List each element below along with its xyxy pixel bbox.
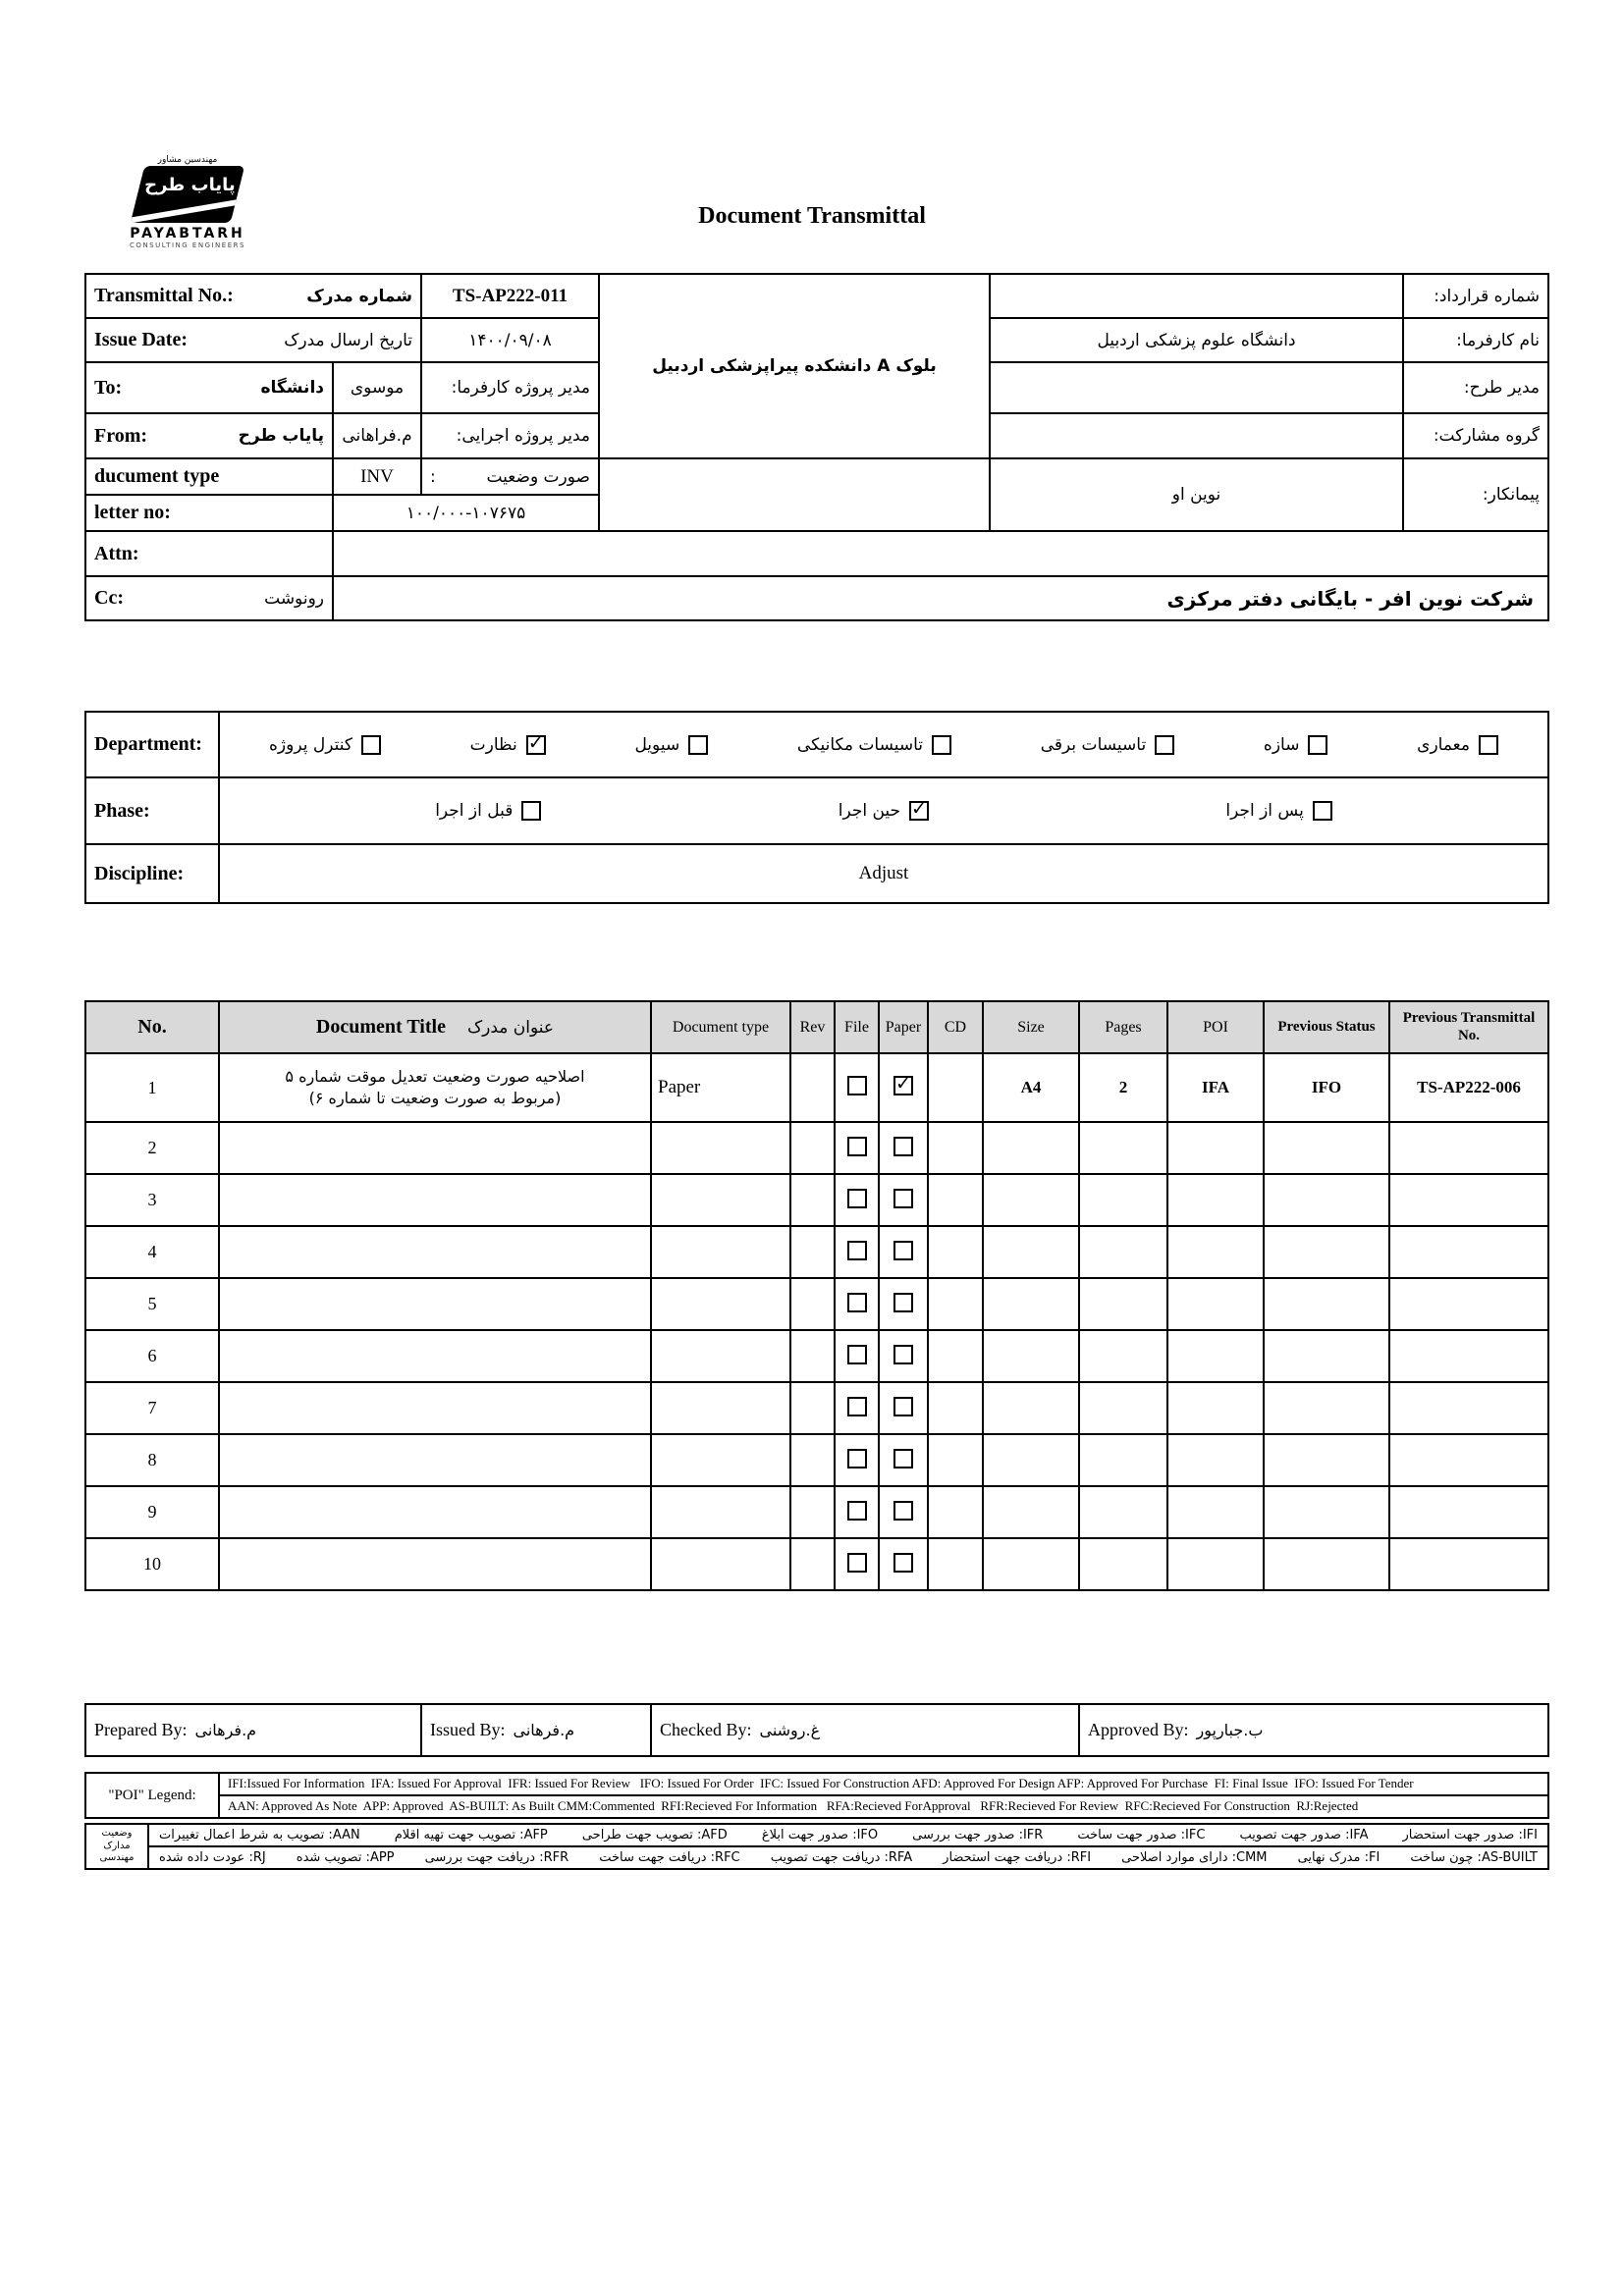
cell-rev (790, 1174, 835, 1226)
page-title: Document Transmittal (698, 203, 926, 229)
cell-size (983, 1226, 1079, 1278)
cell-size (983, 1330, 1079, 1382)
fa-legend-item: RJ: عودت داده شده (159, 1850, 266, 1865)
checked-by-label: Checked By: (660, 1720, 752, 1739)
col-title-en: Document Title (315, 1016, 446, 1038)
cell-pages (1079, 1486, 1167, 1538)
table-row (85, 1382, 1548, 1434)
cell-paper (879, 1538, 928, 1590)
checkbox[interactable] (1479, 735, 1498, 755)
department-option-label: نظارت (469, 734, 517, 755)
cell-title (219, 1434, 651, 1486)
table-row (85, 1226, 1548, 1278)
table-row (85, 1278, 1548, 1330)
checkbox[interactable] (847, 1189, 867, 1208)
header-table (84, 273, 1549, 621)
document-type-fa-cell (421, 458, 599, 495)
col-file: File (835, 1001, 879, 1053)
cell-file (835, 1278, 879, 1330)
cell-paper (879, 1053, 928, 1122)
department-options (228, 735, 1540, 755)
letter-no-value: ۱۰۰/۰۰۰-۱۰۷۶۷۵ (333, 495, 599, 531)
cell-title (219, 1330, 651, 1382)
col-title (219, 1001, 651, 1053)
cell-size (983, 1174, 1079, 1226)
contractor-label: پیمانکار: (1403, 458, 1548, 531)
attn-label-en: Attn: (94, 542, 139, 564)
cell-doc-type (651, 1122, 790, 1174)
phase-option-label: قبل از اجرا (435, 801, 514, 821)
col-pages: Pages (1079, 1001, 1167, 1053)
checkbox[interactable] (847, 1449, 867, 1468)
checkbox[interactable] (1155, 735, 1174, 755)
cell-pages (1079, 1434, 1167, 1486)
cell-file (835, 1486, 879, 1538)
cell-size (983, 1278, 1079, 1330)
cell-cd (928, 1434, 983, 1486)
department-options-cell (219, 712, 1548, 777)
checkbox[interactable] (847, 1345, 867, 1364)
to-label-en: To: (94, 376, 123, 399)
letter-no-label-en: letter no: (94, 502, 171, 523)
document-type-value: INV (333, 458, 421, 495)
cell-cd (928, 1122, 983, 1174)
approved-by-label: Approved By: (1088, 1720, 1189, 1739)
cell-poi (1167, 1486, 1264, 1538)
from-person: م.فراهانی (333, 413, 421, 458)
transmittal-no-label-cell (85, 274, 421, 318)
from-label-en: From: (94, 424, 148, 447)
prepared-by-cell (85, 1704, 421, 1756)
fa-legend-line2 (159, 1850, 1538, 1865)
poi-legend-line1: IFI:Issued For Information IFA: Issued For Approval IFR: Issued For Review IFO: Issued For Order IFC: Issued For Construction AFD: Approved For Design AFP: Approved For Purchase FI: Final Issue IFO: Issued For Tender (219, 1773, 1548, 1795)
department-option[interactable] (1264, 735, 1328, 755)
phase-option[interactable] (839, 801, 929, 821)
department-option[interactable] (634, 735, 708, 755)
checkbox[interactable] (1308, 735, 1327, 755)
fa-legend-item: RFC: دریافت جهت ساخت (599, 1850, 740, 1865)
cell-cd (928, 1278, 983, 1330)
checkbox[interactable] (526, 735, 546, 755)
document-rows (85, 1053, 1548, 1590)
design-manager-value (990, 362, 1403, 413)
cell-paper (879, 1330, 928, 1382)
cell-size (983, 1122, 1079, 1174)
checkbox[interactable] (688, 735, 708, 755)
checkbox[interactable] (893, 1397, 913, 1416)
fa-legend-item: FI: مدرک نهایی (1297, 1850, 1380, 1865)
fa-legend-label: وضعیت مدارک مهندسی (85, 1824, 148, 1869)
fa-legend-item: RFR: دریافت جهت بررسی (424, 1850, 569, 1865)
department-option-label: سازه (1263, 734, 1300, 755)
cell-doc-type (651, 1538, 790, 1590)
fa-legend-item: CMM: دارای موارد اصلاحی (1121, 1850, 1268, 1865)
cell-rev (790, 1226, 835, 1278)
department-option[interactable] (470, 735, 546, 755)
cell-file (835, 1174, 879, 1226)
cell-rev (790, 1486, 835, 1538)
cell-file (835, 1122, 879, 1174)
to-label-cell (85, 362, 333, 413)
cell-rev (790, 1382, 835, 1434)
classification-table (84, 711, 1549, 904)
letter-no-label-cell (85, 495, 333, 531)
fa-legend-item: RFI: دریافت جهت استحضار (943, 1850, 1092, 1865)
col-size: Size (983, 1001, 1079, 1053)
cell-cd (928, 1174, 983, 1226)
fa-legend-item: APP: تصویب شده (296, 1850, 395, 1865)
fa-legend-item: AFP: تصویب جهت تهیه اقلام (394, 1828, 548, 1842)
poi-legend-line2: AAN: Approved As Note APP: Approved AS-BUILT: As Built CMM:Commented RFI:Recieved For Information RFA:Recieved ForApproval RFR:Recieved For Review RFC:Recieved For Construction RJ:Rejected (219, 1795, 1548, 1818)
fa-legend-line1 (159, 1828, 1538, 1842)
cell-prev-no (1389, 1538, 1548, 1590)
fa-legend-item: IFC: صدور جهت ساخت (1077, 1828, 1206, 1842)
cell-cd (928, 1538, 983, 1590)
jv-label: گروه مشارکت: (1403, 413, 1548, 458)
cell-poi (1167, 1330, 1264, 1382)
cell-cd (928, 1382, 983, 1434)
poi-legend-label: "POI" Legend: (85, 1773, 219, 1818)
cell-doc-type (651, 1174, 790, 1226)
checkbox[interactable] (1313, 801, 1332, 821)
department-option[interactable] (797, 735, 951, 755)
cell-paper (879, 1382, 928, 1434)
cell-rev (790, 1278, 835, 1330)
cell-pages (1079, 1122, 1167, 1174)
checkbox[interactable] (893, 1137, 913, 1156)
cell-title (219, 1278, 651, 1330)
cell-poi (1167, 1538, 1264, 1590)
to-value-fa: دانشگاه (260, 378, 324, 398)
cell-pages (1079, 1538, 1167, 1590)
cell-pages (1079, 1330, 1167, 1382)
cell-doc-type (651, 1226, 790, 1278)
cell-size (983, 1538, 1079, 1590)
cell-no: 10 (85, 1538, 219, 1590)
checkbox[interactable] (893, 1293, 913, 1312)
cell-file (835, 1382, 879, 1434)
attn-value (333, 531, 1548, 576)
table-row (85, 1122, 1548, 1174)
phase-option[interactable] (1225, 801, 1331, 821)
contract-no-value (990, 274, 1403, 318)
document-type-colon: : (430, 466, 436, 487)
poi-legend-table (84, 1772, 1549, 1819)
cell-size (983, 1382, 1079, 1434)
cell-paper (879, 1278, 928, 1330)
checkbox[interactable] (521, 801, 541, 821)
discipline-label: Discipline: (85, 844, 219, 903)
cell-prev-status (1264, 1278, 1389, 1330)
cell-paper (879, 1434, 928, 1486)
cc-label-fa: رونوشت (264, 588, 324, 609)
attn-label-cell (85, 531, 333, 576)
cell-size (983, 1434, 1079, 1486)
transmittal-no-label-en: Transmittal No.: (94, 285, 234, 306)
cell-cd (928, 1053, 983, 1122)
cell-pages (1079, 1278, 1167, 1330)
cc-label-en: Cc: (94, 587, 124, 609)
cell-poi (1167, 1434, 1264, 1486)
col-prev-no: Previous Transmittal No. (1389, 1001, 1548, 1053)
cell-poi (1167, 1382, 1264, 1434)
cell-prev-no (1389, 1174, 1548, 1226)
fa-legend-item: IFI: صدور جهت استحضار (1402, 1828, 1538, 1842)
department-option-label: تاسیسات مکانیکی (796, 734, 924, 755)
cell-prev-status (1264, 1382, 1389, 1434)
cell-rev (790, 1053, 835, 1122)
checkbox[interactable] (361, 735, 381, 755)
logo-fa-tagline: مهندسین مشاور (157, 155, 218, 165)
project-name-cell: بلوک A دانشکده پیراپزشکی اردبیل (599, 274, 990, 458)
table-row (85, 1174, 1548, 1226)
cell-no: 4 (85, 1226, 219, 1278)
department-option[interactable] (1417, 735, 1498, 755)
department-option-label: سیویل (634, 734, 680, 755)
col-poi: POI (1167, 1001, 1264, 1053)
fa-legend-item: AS-BUILT: چون ساخت (1410, 1850, 1538, 1865)
document-type-fa: صورت وضعیت (486, 466, 590, 487)
cell-rev (790, 1434, 835, 1486)
cell-rev (790, 1538, 835, 1590)
cell-rev (790, 1330, 835, 1382)
cell-file (835, 1330, 879, 1382)
cell-prev-status (1264, 1434, 1389, 1486)
fa-legend-table (84, 1823, 1549, 1870)
cell-rev (790, 1122, 835, 1174)
checkbox[interactable] (932, 735, 951, 755)
cell-cd (928, 1486, 983, 1538)
cell-poi (1167, 1226, 1264, 1278)
logo-fa-name: پایاب طرح (144, 175, 236, 195)
cell-no: 2 (85, 1122, 219, 1174)
cell-title (219, 1122, 651, 1174)
issued-by-label: Issued By: (430, 1720, 506, 1739)
cell-pages (1079, 1174, 1167, 1226)
department-option-label: تاسیسات برقی (1040, 734, 1147, 755)
cell-poi (1167, 1174, 1264, 1226)
cell-prev-no (1389, 1330, 1548, 1382)
document-table (84, 1000, 1549, 1591)
cell-prev-no: TS-AP222-006 (1389, 1053, 1548, 1122)
table-row (85, 1330, 1548, 1382)
design-manager-label: مدیر طرح: (1403, 362, 1548, 413)
checkbox[interactable] (847, 1501, 867, 1521)
logo-company-subtitle: CONSULTING ENGINEERS (130, 241, 245, 249)
cc-value: شرکت نوین افر - بایگانی دفتر مرکزی (333, 576, 1548, 620)
cell-size (983, 1486, 1079, 1538)
col-paper: Paper (879, 1001, 928, 1053)
phase-label: Phase: (85, 777, 219, 844)
department-option[interactable] (1041, 735, 1174, 755)
checked-by-cell (651, 1704, 1079, 1756)
cell-paper (879, 1174, 928, 1226)
issue-date-label-en: Issue Date: (94, 329, 188, 350)
transmittal-no-label-fa: شماره مدرک (306, 286, 412, 306)
issue-date-value: ۱۴۰۰/۰۹/۰۸ (421, 318, 599, 362)
cell-doc-type (651, 1278, 790, 1330)
cell-paper (879, 1122, 928, 1174)
cell-pages (1079, 1382, 1167, 1434)
department-option-label: کنترل پروژه (269, 734, 352, 755)
cell-poi (1167, 1278, 1264, 1330)
cell-title: اصلاحیه صورت وضعیت تعدیل موقت شماره ۵ (مربوط به صورت وضعیت تا شماره ۶) (219, 1053, 651, 1122)
cell-title (219, 1174, 651, 1226)
cell-doc-type (651, 1330, 790, 1382)
jv-value (990, 413, 1403, 458)
phase-option-label: حین اجرا (838, 801, 901, 821)
fa-legend-line2-cell (148, 1846, 1548, 1869)
issue-date-label-cell (85, 318, 421, 362)
cell-doc-type (651, 1486, 790, 1538)
checkbox[interactable] (847, 1137, 867, 1156)
prepared-by-name: م.فرهانی (194, 1721, 257, 1739)
cc-label-cell (85, 576, 333, 620)
cell-paper (879, 1226, 928, 1278)
cell-prev-status (1264, 1122, 1389, 1174)
prepared-by-label: Prepared By: (94, 1720, 188, 1739)
from-label-cell (85, 413, 333, 458)
checkbox[interactable] (847, 1241, 867, 1260)
department-option-label: معماری (1417, 734, 1470, 755)
fa-legend-item: AFD: تصویب جهت طراحی (581, 1828, 728, 1842)
phase-options (228, 801, 1540, 821)
exec-pm-label: مدیر پروژه اجرایی: (421, 413, 599, 458)
checkbox[interactable] (893, 1076, 913, 1095)
cell-file (835, 1434, 879, 1486)
cell-poi (1167, 1122, 1264, 1174)
cell-no: 1 (85, 1053, 219, 1122)
col-cd: CD (928, 1001, 983, 1053)
issue-date-label-fa: تاریخ ارسال مدرک (284, 330, 412, 350)
document-type-label-cell (85, 458, 333, 495)
cell-no: 5 (85, 1278, 219, 1330)
checkbox[interactable] (893, 1241, 913, 1260)
client-name-value: دانشگاه علوم پزشکی اردبیل (990, 318, 1403, 362)
cell-paper (879, 1486, 928, 1538)
table-row (85, 1434, 1548, 1486)
to-person: موسوی (333, 362, 421, 413)
department-label: Department: (85, 712, 219, 777)
checkbox[interactable] (893, 1449, 913, 1468)
cell-title (219, 1538, 651, 1590)
document-type-label-en: ducument type (94, 465, 220, 487)
cell-prev-status (1264, 1226, 1389, 1278)
logo-company-name: PAYABTARH (130, 226, 245, 241)
cell-prev-status: IFO (1264, 1053, 1389, 1122)
checkbox[interactable] (893, 1501, 913, 1521)
table-row (85, 1486, 1548, 1538)
cell-no: 3 (85, 1174, 219, 1226)
cell-prev-no (1389, 1278, 1548, 1330)
from-value-fa: پایاب طرح (238, 426, 324, 446)
discipline-value: Adjust (219, 844, 1548, 903)
fa-legend-item: IFO: صدور جهت ابلاغ (761, 1828, 879, 1842)
fa-legend-item: RFA: دریافت جهت تصویب (770, 1850, 913, 1865)
cell-prev-no (1389, 1382, 1548, 1434)
cell-file (835, 1053, 879, 1122)
checkbox[interactable] (893, 1189, 913, 1208)
cell-poi: IFA (1167, 1053, 1264, 1122)
col-title-fa: عنوان مدرک (466, 1017, 555, 1038)
cell-prev-status (1264, 1330, 1389, 1382)
phase-option-label: پس از اجرا (1225, 801, 1304, 821)
transmittal-no-value: TS-AP222-011 (421, 274, 599, 318)
table-row (85, 1053, 1548, 1122)
cell-prev-no (1389, 1122, 1548, 1174)
cell-cd (928, 1226, 983, 1278)
fa-legend-item: IFA: صدور جهت تصویب (1239, 1828, 1369, 1842)
cell-title (219, 1226, 651, 1278)
checked-by-name: غ.روشنی (759, 1721, 821, 1739)
cell-file (835, 1226, 879, 1278)
issued-by-cell (421, 1704, 651, 1756)
cell-doc-type (651, 1382, 790, 1434)
approved-by-name: ب.جبارپور (1196, 1721, 1264, 1739)
checkbox[interactable] (847, 1076, 867, 1095)
cell-no: 7 (85, 1382, 219, 1434)
client-name-label: نام کارفرما: (1403, 318, 1548, 362)
cell-prev-status (1264, 1174, 1389, 1226)
col-no: No. (85, 1001, 219, 1053)
col-prev-status: Previous Status (1264, 1001, 1389, 1053)
signatures-table (84, 1703, 1549, 1757)
cell-no: 6 (85, 1330, 219, 1382)
col-doc-type: Document type (651, 1001, 790, 1053)
fa-legend-item: AAN: تصویب به شرط اعمال تغییرات (159, 1828, 360, 1842)
checkbox[interactable] (909, 801, 929, 821)
checkbox[interactable] (893, 1345, 913, 1364)
contractor-value: نوین او (990, 458, 1403, 531)
cell-prev-no (1389, 1434, 1548, 1486)
contract-no-label: شماره قرارداد: (1403, 274, 1548, 318)
phase-option[interactable] (435, 801, 541, 821)
table-row (85, 1538, 1548, 1590)
cell-title (219, 1382, 651, 1434)
cell-cd (928, 1330, 983, 1382)
col-rev: Rev (790, 1001, 835, 1053)
cell-doc-type: Paper (651, 1053, 790, 1122)
cell-size: A4 (983, 1053, 1079, 1122)
cell-pages (1079, 1226, 1167, 1278)
cell-prev-no (1389, 1226, 1548, 1278)
cell-no: 9 (85, 1486, 219, 1538)
fa-legend-line1-cell (148, 1824, 1548, 1846)
phase-options-cell (219, 777, 1548, 844)
cell-no: 8 (85, 1434, 219, 1486)
checkbox[interactable] (847, 1293, 867, 1312)
cell-title (219, 1486, 651, 1538)
fa-legend-item: IFR: صدور جهت بررسی (912, 1828, 1044, 1842)
blank-cell (599, 458, 990, 531)
client-pm-label: مدیر پروژه کارفرما: (421, 362, 599, 413)
checkbox[interactable] (847, 1397, 867, 1416)
checkbox[interactable] (893, 1553, 913, 1573)
cell-prev-status (1264, 1486, 1389, 1538)
checkbox[interactable] (847, 1553, 867, 1573)
cell-file (835, 1538, 879, 1590)
approved-by-cell (1079, 1704, 1548, 1756)
cell-prev-status (1264, 1538, 1389, 1590)
issued-by-name: م.فرهانی (513, 1721, 575, 1739)
cell-prev-no (1389, 1486, 1548, 1538)
cell-doc-type (651, 1434, 790, 1486)
cell-pages: 2 (1079, 1053, 1167, 1122)
department-option[interactable] (269, 735, 381, 755)
